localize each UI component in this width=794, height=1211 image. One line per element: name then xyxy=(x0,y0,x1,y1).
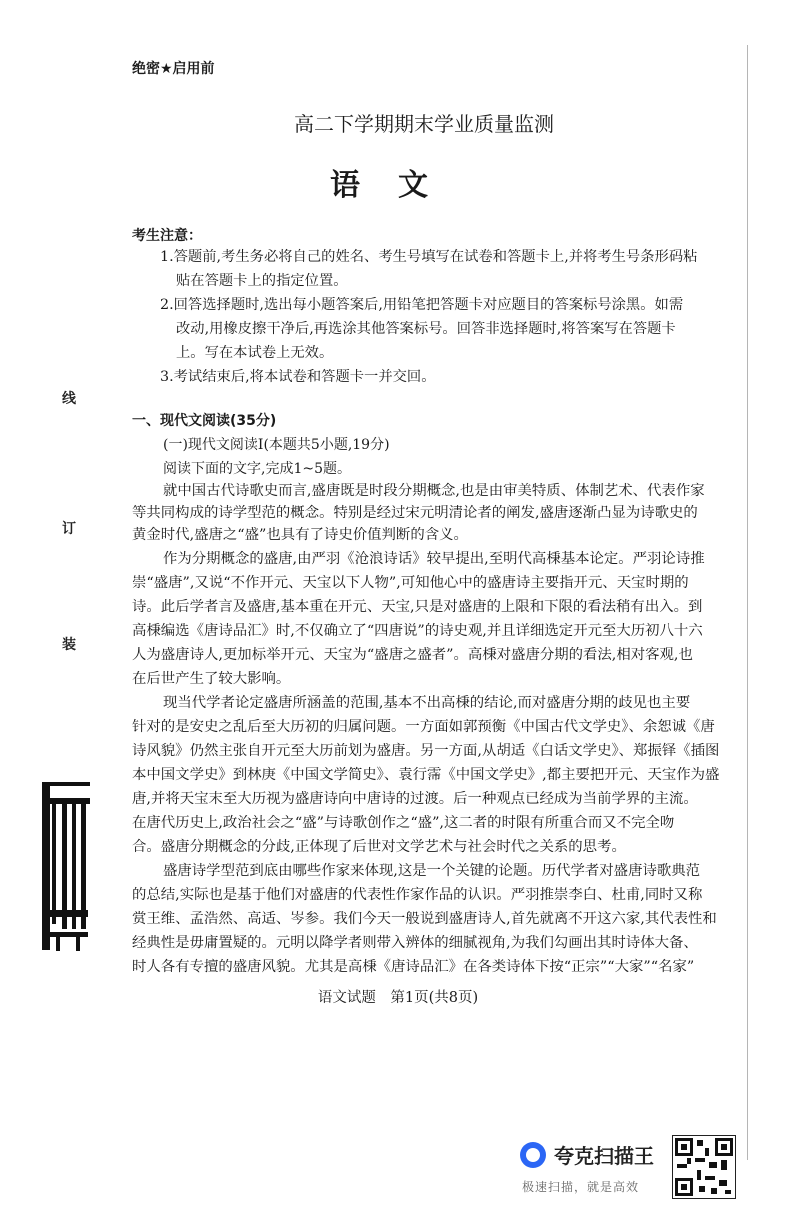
notice-item-2-line-1: 2.回答选择题时,选出每小题答案后,用铅笔把答题卡对应题目的答案标号涂黑。如需 xyxy=(160,297,684,313)
passage-line: 针对的是安史之乱后至大历初的归属问题。一方面如郭预衡《中国古代文学史》、余恕诚《唐 xyxy=(132,719,715,735)
subject-title: 语文 xyxy=(330,168,466,203)
margin-label-bind: 订 xyxy=(62,521,76,537)
scanner-slogan: 极速扫描，就是高效 xyxy=(522,1180,640,1194)
scanner-watermark xyxy=(520,1140,750,1200)
notice-item-3-line-1: 3.考试结束后,将本试卷和答题卡一并交回。 xyxy=(160,369,436,385)
exam-title: 高二下学期期末学业质量监测 xyxy=(294,112,554,136)
notice-item-1 xyxy=(160,245,697,293)
section-title: 一、现代文阅读(35分) xyxy=(132,413,277,429)
notice-item-2-line-3: 上。写在本试卷上无效。 xyxy=(176,345,334,361)
passage-line: 黄金时代,盛唐之“盛”也具有了诗史价值判断的含义。 xyxy=(132,527,468,543)
margin-label-install: 装 xyxy=(62,637,76,653)
passage-line: 经典性是毋庸置疑的。元明以降学者则带入辨体的细腻视角,为我们勾画出其时诗体大备、 xyxy=(132,935,698,951)
passage-line: 在后世产生了较大影响。 xyxy=(132,671,291,687)
passage-line: 的总结,实际也是基于他们对盛唐的代表性作家作品的认识。严羽推崇李白、杜甫,同时又称 xyxy=(132,887,703,903)
passage-line: 诗风貌》仍然主张自开元至大历前划为盛唐。另一方面,从胡适《白话文学史》、郑振铎《插图 xyxy=(132,743,720,759)
passage-line: 作为分期概念的盛唐,由严羽《沧浪诗话》较早提出,至明代高棅基本论定。严羽论诗推 xyxy=(163,551,705,567)
passage-line: 诗。此后学者言及盛唐,基本重在开元、天宝,只是对盛唐的上限和下限的看法稍有出入。到 xyxy=(132,599,703,615)
passage-line: 本中国文学史》到林庚《中国文学简史》、袁行霈《中国文学史》,都主要把开元、天宝作为盛 xyxy=(132,767,720,783)
passage-line: 合。盛唐分期概念的分歧,正体现了后世对文学艺术与社会时代之关系的思考。 xyxy=(132,839,626,855)
passage-line: 唐,并将天宝末至大历视为盛唐诗向中唐诗的过渡。后一种观点已经成为当前学界的主流。 xyxy=(132,791,698,807)
passage-line: 时人各有专擅的盛唐风貌。尤其是高棅《唐诗品汇》在各类诗体下按“正宗”“大家”“名家” xyxy=(132,959,695,975)
passage-line: 现当代学者论定盛唐所涵盖的范围,基本不出高棅的结论,而对盛唐分期的歧见也主要 xyxy=(163,695,691,711)
qr-code-icon xyxy=(672,1135,736,1199)
reading-instruction: 阅读下面的文字,完成1~5题。 xyxy=(163,461,351,477)
passage-line: 崇“盛唐”,又说“不作开元、天宝以下人物”,可知他心中的盛唐诗主要指开元、天宝时期的 xyxy=(132,575,689,591)
subsection-title: (一)现代文阅读Ⅰ(本题共5小题,19分) xyxy=(163,437,390,453)
notice-item-3 xyxy=(160,365,436,389)
scanner-app-name: 夸克扫描王 xyxy=(554,1144,654,1168)
margin-label-line: 线 xyxy=(62,391,76,407)
page-footer: 语文试题 第1页(共8页) xyxy=(317,990,479,1006)
passage-line: 赏王维、孟浩然、高适、岑参。我们今天一般说到盛唐诗人,首先就离不开这六家,其代表性和 xyxy=(132,911,717,927)
scanner-logo-icon xyxy=(520,1142,546,1168)
notice-item-2-line-2: 改动,用橡皮擦干净后,再选涂其他答案标号。回答非选择题时,将答案写在答题卡 xyxy=(176,321,676,337)
confidential-mark: 绝密★启用前 xyxy=(132,61,215,77)
passage-line: 高棅编选《唐诗品汇》时,不仅确立了“四唐说”的诗史观,并且详细选定开元至大历初八十六 xyxy=(132,623,703,639)
notice-item-1-line-2: 贴在答题卡上的指定位置。 xyxy=(176,273,348,289)
passage-line: 等共同构成的诗学型范的概念。特别是经过宋元明清论者的阐发,盛唐逐渐凸显为诗歌史的 xyxy=(132,505,698,521)
scan-edge-marks xyxy=(20,782,88,954)
notice-item-1-line-1: 1.答题前,考生务必将自己的姓名、考生号填写在试卷和答题卡上,并将考生号条形码粘 xyxy=(160,249,698,265)
passage-line: 盛唐诗学型范到底由哪些作家来体现,这是一个关键的论题。历代学者对盛唐诗歌典范 xyxy=(163,863,701,879)
passage-line: 在唐代历史上,政治社会之“盛”与诗歌创作之“盛”,这二者的时限有所重合而又不完全吻 xyxy=(132,815,675,831)
notice-item-2 xyxy=(160,293,683,365)
passage-line: 就中国古代诗歌史而言,盛唐既是时段分期概念,也是由审美特质、体制艺术、代表作家 xyxy=(163,483,705,499)
notice-title: 考生注意： xyxy=(132,228,202,244)
passage-line: 人为盛唐诗人,更加标举开元、天宝为“盛唐之盛者”。高棅对盛唐分期的看法,相对客观,也 xyxy=(132,647,693,663)
